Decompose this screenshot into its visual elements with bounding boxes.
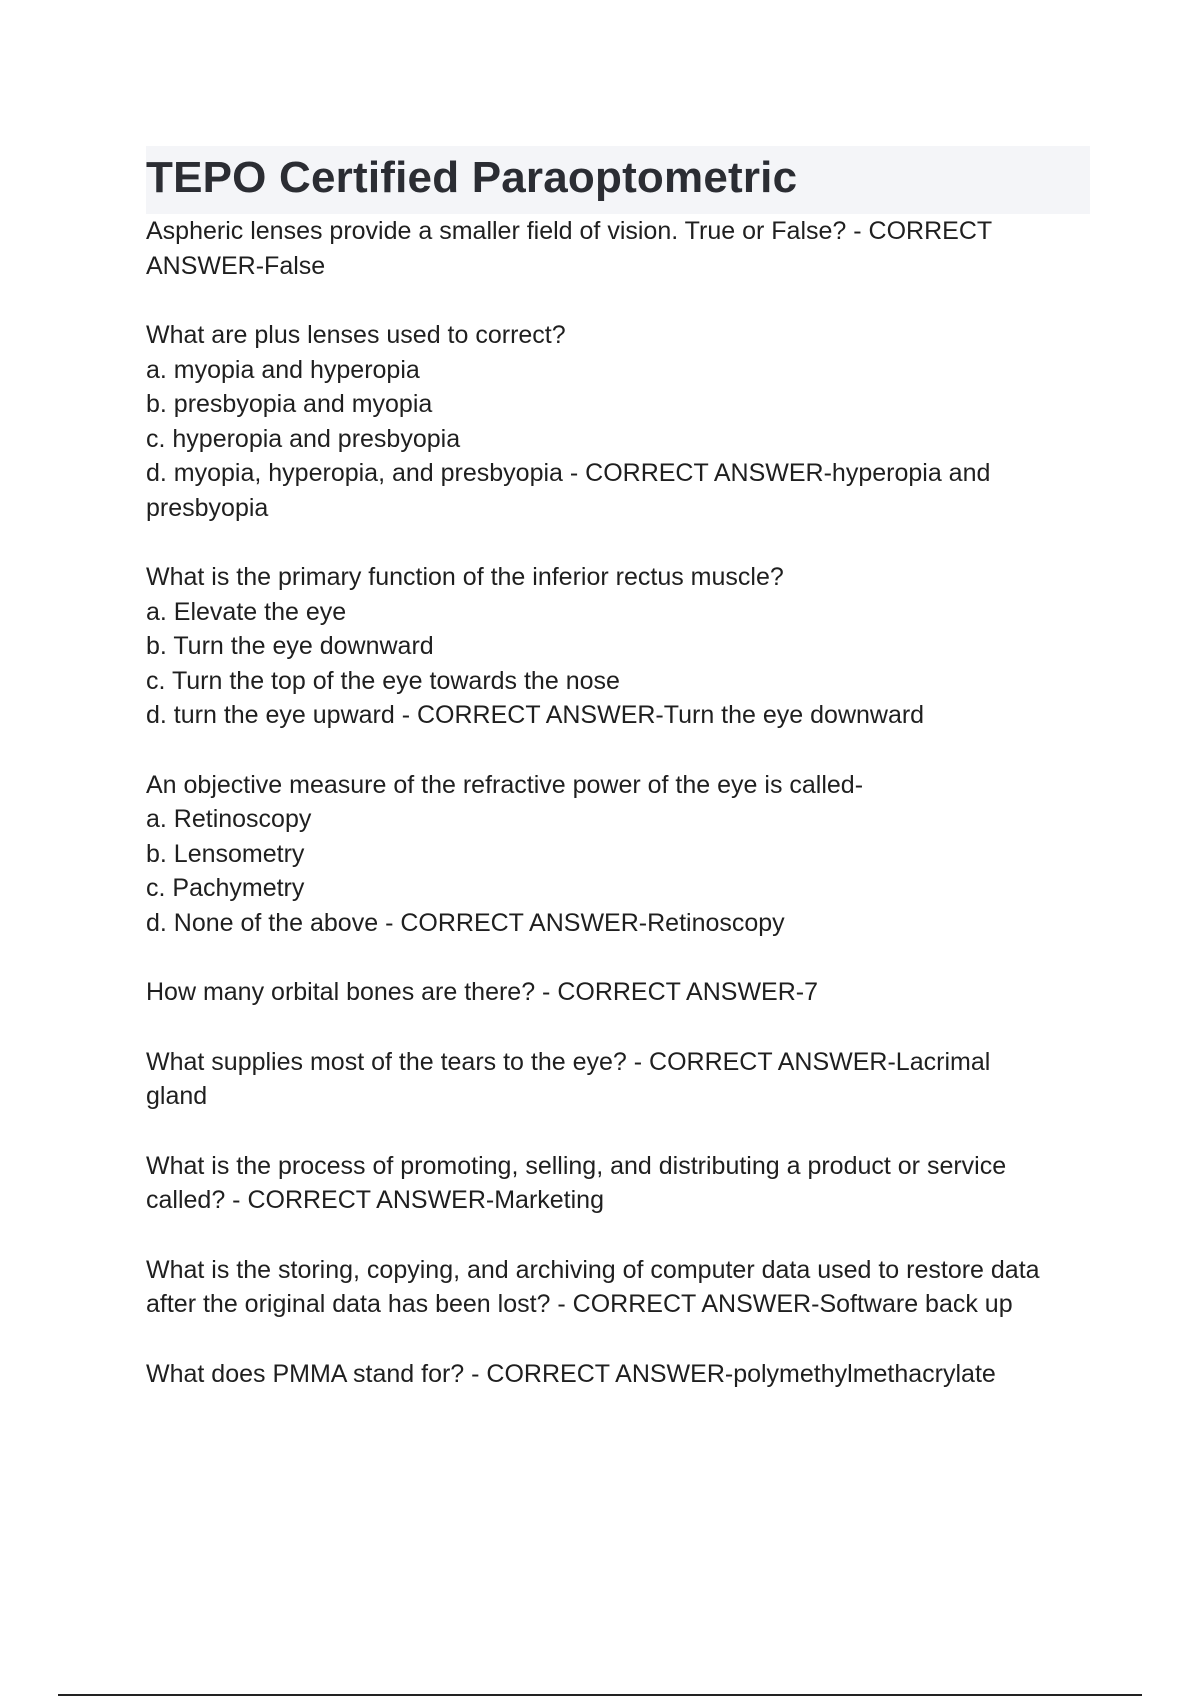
title-band (146, 146, 1090, 214)
qa-line: ANSWER-False (146, 251, 326, 280)
qa-line: b. Lensometry (146, 839, 305, 868)
qa-line: d. None of the above - CORRECT ANSWER-Retinoscopy (146, 908, 785, 937)
qa-list (146, 214, 1090, 1391)
qa-line: What supplies most of the tears to the eye? - CORRECT ANSWER-Lacrimal (146, 1047, 991, 1076)
footer-divider (58, 1694, 1142, 1696)
qa-line: d. myopia, hyperopia, and presbyopia - CORRECT ANSWER-hyperopia and (146, 459, 991, 487)
qa-line: Aspheric lenses provide a smaller field of vision. True or False? - CORRECT (146, 217, 993, 245)
qa-line: How many orbital bones are there? - CORRECT ANSWER-7 (146, 978, 818, 1006)
qa-line: a. myopia and hyperopia (146, 355, 420, 384)
page-title: TEPO Certified Paraoptometric (146, 153, 798, 202)
qa-line: What is the storing, copying, and archiving of computer data used to restore data (146, 1255, 1040, 1284)
qa-line: c. Turn the top of the eye towards the nose (146, 666, 620, 695)
qa-line: What does PMMA stand for? - CORRECT ANSWER-polymethylmethacrylate (146, 1359, 996, 1388)
qa-line: a. Elevate the eye (146, 597, 347, 626)
qa-item (146, 214, 1090, 283)
qa-line: presbyopia (146, 493, 269, 522)
qa-item (146, 1149, 1090, 1218)
qa-line: d. turn the eye upward - CORRECT ANSWER-Turn the eye downward (146, 701, 925, 729)
qa-item (146, 1357, 1090, 1392)
qa-item (146, 975, 1090, 1010)
qa-line: What is the primary function of the inferior rectus muscle? (146, 563, 784, 591)
qa-line: after the original data has been lost? - CORRECT ANSWER-Software back up (146, 1290, 1013, 1318)
qa-line: What are plus lenses used to correct? (146, 321, 566, 349)
qa-line: An objective measure of the refractive power of the eye is called- (146, 770, 864, 799)
qa-line: gland (146, 1082, 208, 1110)
qa-line: c. Pachymetry (146, 874, 305, 902)
qa-line: a. Retinoscopy (146, 805, 312, 833)
qa-line: called? - CORRECT ANSWER-Marketing (146, 1186, 604, 1214)
qa-item (146, 768, 1090, 941)
document-page (146, 146, 1090, 1426)
qa-item (146, 1045, 1090, 1114)
qa-item (146, 318, 1090, 525)
qa-line: b. presbyopia and myopia (146, 390, 433, 418)
qa-line: What is the process of promoting, selling, and distributing a product or service (146, 1151, 1007, 1180)
qa-item (146, 1253, 1090, 1322)
qa-item (146, 560, 1090, 733)
qa-line: b. Turn the eye downward (146, 632, 434, 660)
qa-line: c. hyperopia and presbyopia (146, 424, 461, 453)
